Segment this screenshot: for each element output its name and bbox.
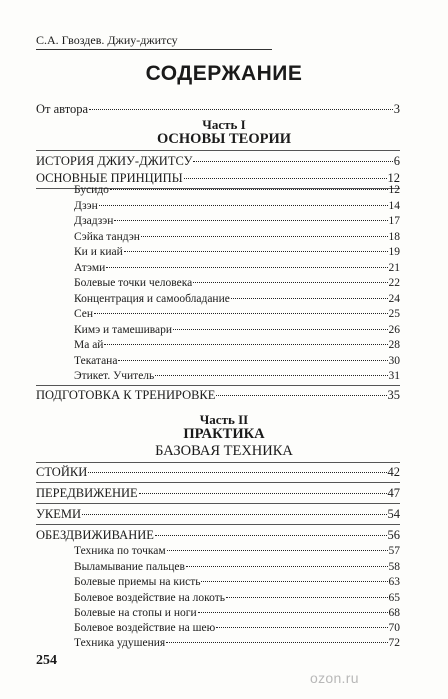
toc-subentry[interactable] [74, 293, 400, 305]
toc-entry-label: Выламывание пальцев [74, 561, 185, 573]
toc-entry-page: 35 [387, 388, 400, 402]
toc-entry-label: Болевые приемы на кисть [74, 576, 201, 588]
leader-dots [106, 267, 387, 268]
page-title: СОДЕРЖАНИЕ [145, 62, 303, 85]
toc-entry-label: Этикет. Учитель [74, 370, 155, 382]
leader-dots [216, 395, 386, 396]
toc-entry-page: 57 [388, 545, 400, 557]
toc-entry-label: Концентрация и самообладание [74, 293, 230, 305]
leader-dots [94, 313, 387, 314]
section-rule [36, 524, 400, 525]
toc-entry-page: 25 [388, 308, 400, 320]
toc-entry[interactable] [36, 388, 400, 403]
toc-subentry[interactable] [74, 607, 400, 619]
toc-subentry[interactable] [74, 622, 400, 634]
toc-entry-label: Бусидо [74, 184, 109, 196]
leader-dots [186, 566, 388, 567]
toc-entry[interactable] [36, 486, 400, 501]
toc-entry-page: 65 [388, 592, 400, 604]
toc-entry-page: 24 [388, 293, 400, 305]
section-rule [36, 150, 400, 151]
toc-entry-page: 54 [387, 507, 400, 521]
toc-entry-page: 72 [388, 637, 400, 649]
toc-subentry[interactable] [74, 277, 400, 289]
leader-dots [110, 189, 388, 190]
part2-title: ПРАКТИКА [183, 426, 265, 442]
toc-entry-label: ОБЕЗДВИЖИВАНИЕ [36, 528, 154, 542]
leader-dots [231, 298, 388, 299]
toc-entry-label: ИСТОРИЯ ДЖИУ-ДЖИТСУ [36, 154, 193, 168]
toc-entry-label: Техника удушения [74, 637, 166, 649]
toc-subentry[interactable] [74, 370, 400, 382]
part2-subtitle: БАЗОВАЯ ТЕХНИКА [155, 443, 293, 459]
watermark: ozon.ru [310, 670, 359, 686]
leader-dots [89, 109, 393, 110]
section-rule [36, 385, 400, 386]
toc-entry-label: ПЕРЕДВИЖЕНИЕ [36, 486, 138, 500]
header-rule [36, 49, 272, 50]
toc-entry[interactable] [36, 507, 400, 522]
section-rule [36, 462, 400, 463]
toc-entry-label: ОСНОВНЫЕ ПРИНЦИПЫ [36, 171, 183, 185]
toc-entry-page: 3 [393, 102, 400, 116]
part1-label: Часть I [202, 117, 246, 132]
toc-entry-page: 56 [387, 528, 400, 542]
leader-dots [216, 627, 387, 628]
toc-entry-label: Кимэ и тамешивари [74, 324, 173, 336]
toc-subentry[interactable] [74, 561, 400, 573]
toc-entry-label: Атэми [74, 262, 106, 274]
toc-entry[interactable] [36, 154, 400, 169]
toc-entry-page: 19 [388, 246, 400, 258]
leader-dots [118, 360, 387, 361]
toc-subentry[interactable] [74, 545, 400, 557]
leader-dots [139, 493, 387, 494]
toc-entry-page: 58 [388, 561, 400, 573]
toc-entry-label: Сэйка тандэн [74, 231, 140, 243]
part2-label: Часть II [199, 412, 249, 427]
toc-entry-page: 18 [388, 231, 400, 243]
toc-entry-label: ПОДГОТОВКА К ТРЕНИРОВКЕ [36, 388, 216, 402]
toc-entry-page: 21 [388, 262, 400, 274]
toc-entry-label: Болевые на стопы и ноги [74, 607, 197, 619]
leader-dots [124, 251, 388, 252]
leader-dots [201, 581, 387, 582]
leader-dots [198, 612, 388, 613]
toc-subentry[interactable] [74, 308, 400, 320]
leader-dots [104, 344, 387, 345]
leader-dots [173, 329, 387, 330]
toc-entry-page: 6 [393, 154, 400, 168]
toc-entry-label: УКЕМИ [36, 507, 81, 521]
toc-entry[interactable] [36, 465, 400, 480]
toc-subentry[interactable] [74, 215, 400, 227]
toc-entry-page: 22 [388, 277, 400, 289]
toc-entry[interactable] [36, 528, 400, 543]
leader-dots [193, 161, 392, 162]
toc-subentry[interactable] [74, 355, 400, 367]
toc-entry-label: СТОЙКИ [36, 465, 88, 479]
toc-entry-label: Текатана [74, 355, 118, 367]
toc-entry-label: Болевое воздействие на шею [74, 622, 216, 634]
leader-dots [155, 535, 387, 536]
toc-entry-label: Болевые точки человека [74, 277, 193, 289]
toc-subentry[interactable] [74, 339, 400, 351]
toc-entry-label: Дзэн [74, 200, 98, 212]
toc-subentry[interactable] [74, 592, 400, 604]
toc-entry-page: 26 [388, 324, 400, 336]
toc-entry-page: 63 [388, 576, 400, 588]
toc-entry-label: Сен [74, 308, 94, 320]
section-rule [36, 482, 400, 483]
leader-dots [167, 550, 388, 551]
leader-dots [88, 472, 386, 473]
leader-dots [99, 205, 388, 206]
running-header: С.А. Гвоздев. Джиу-джитсу [36, 33, 178, 47]
page-number: 254 [36, 653, 57, 668]
toc-entry-page: 28 [388, 339, 400, 351]
toc-subentry[interactable] [74, 324, 400, 336]
toc-entry-intro[interactable] [36, 102, 400, 117]
leader-dots [166, 642, 387, 643]
toc-entry-label: Болевое воздействие на локоть [74, 592, 225, 604]
leader-dots [226, 597, 388, 598]
toc-subentry[interactable] [74, 200, 400, 212]
leader-dots [114, 220, 387, 221]
toc-subentry[interactable] [74, 262, 400, 274]
toc-entry-page: 30 [388, 355, 400, 367]
toc-entry-label: Ма ай [74, 339, 104, 351]
toc-entry-page: 17 [388, 215, 400, 227]
leader-dots [184, 178, 387, 179]
toc-entry-label: Дзадзэн [74, 215, 114, 227]
section-rule [36, 503, 400, 504]
toc-subentry[interactable] [74, 637, 400, 649]
toc-entry-label: От автора [36, 102, 89, 116]
toc-subentry[interactable] [74, 576, 400, 588]
toc-subentry[interactable] [74, 246, 400, 258]
toc-entry-page: 12 [387, 171, 400, 185]
leader-dots [141, 236, 388, 237]
toc-entry-page: 47 [387, 486, 400, 500]
toc-entry-label: Техника по точкам [74, 545, 166, 557]
toc-subentry[interactable] [74, 231, 400, 243]
toc-entry-page: 70 [388, 622, 400, 634]
leader-dots [155, 375, 387, 376]
toc-entry-page: 68 [388, 607, 400, 619]
part1-title: ОСНОВЫ ТЕОРИИ [156, 131, 292, 147]
leader-dots [82, 514, 387, 515]
toc-entry-page: 12 [388, 184, 400, 196]
toc-subentry[interactable] [74, 184, 400, 196]
leader-dots [193, 282, 387, 283]
toc-entry-label: Ки и киай [74, 246, 123, 258]
toc-entry-page: 14 [388, 200, 400, 212]
toc-entry-page: 31 [388, 370, 400, 382]
toc-entry-page: 42 [387, 465, 400, 479]
